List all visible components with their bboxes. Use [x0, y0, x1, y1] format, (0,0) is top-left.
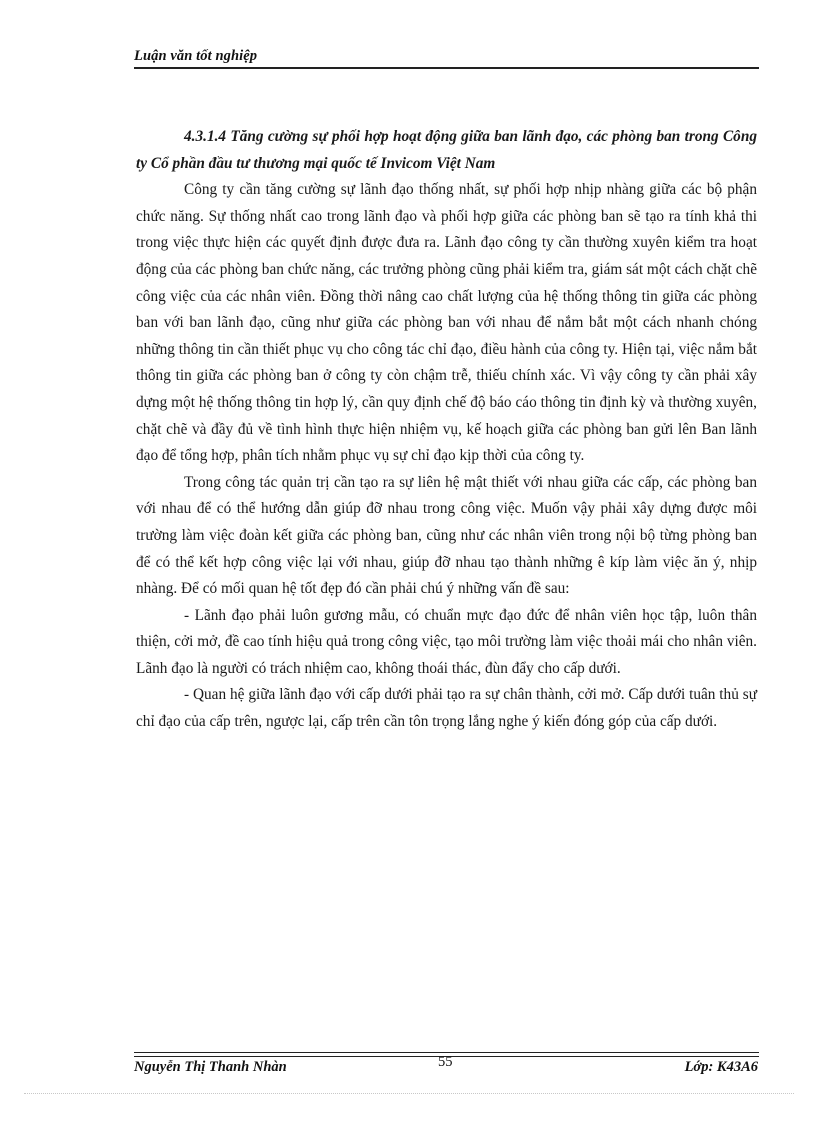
footer-author: Nguyễn Thị Thanh Nhàn	[134, 1059, 287, 1075]
running-header-title: Luận văn tốt nghiệp	[134, 48, 258, 64]
section-heading: 4.3.1.4 Tăng cường sự phối hợp hoạt động giữa ban lãnh đạo, các phòng ban trong Công ty Cổ phần đầu tư thương mại quốc tế Invicom Việt Nam	[136, 128, 757, 172]
page-edge-divider	[24, 1093, 794, 1094]
body-content	[136, 124, 757, 736]
paragraph-bullet-leadership: - Lãnh đạo phải luôn gương mẫu, có chuẩn mực đạo đức để nhân viên học tập, luôn thân thiện, cởi mở, đề cao tính hiệu quả trong công việc, tạo môi trường làm việc thoải mái cho nhân viên. Lãnh đạo là người có trách nhiệm cao, không thoái thác, đùn đẩy cho cấp dưới.	[136, 606, 757, 677]
header-rule	[134, 67, 759, 69]
paragraph-management-relations: Trong công tác quản trị cần tạo ra sự liên hệ mật thiết với nhau giữa các cấp, các phòng ban với nhau để có thể hướng dẫn giúp đỡ nhau trong công việc. Muốn vậy phải xây dựng được môi trường làm việc đoàn kết giữa các phòng ban, cũng như các nhân viên trong nội bộ từng phòng ban để có thể kết hợp công việc lại với nhau, giúp đỡ nhau tạo thành những ê kíp làm việc ăn ý, nhịp nhàng. Để có mối quan hệ tốt đẹp đó cần phải chú ý những vấn đề sau:	[136, 473, 757, 598]
paragraph-coordination: Công ty cần tăng cường sự lãnh đạo thống nhất, sự phối hợp nhịp nhàng giữa các bộ phận chức năng. Sự thống nhất cao trong lãnh đạo và phối hợp giữa các phòng ban sẽ tạo ra tính khả thi trong việc thực hiện các quyết định được đưa ra. Lãnh đạo công ty cần thường xuyên kiểm tra hoạt động của các phòng ban chức năng, các trưởng phòng cũng phải kiểm tra, giám sát một cách chặt chẽ công việc của các nhân viên. Đồng thời nâng cao chất lượng của hệ thống thông tin giữa các phòng ban với ban lãnh đạo, cũng như giữa các phòng ban với nhau để nắm bắt một cách nhanh chóng những thông tin cần thiết phục vụ cho công tác chỉ đạo, điều hành của công ty. Hiện tại, việc nắm bắt thông tin giữa các phòng ban ở công ty còn chậm trễ, thiếu chính xác. Vì vậy công ty cần phải xây dựng một hệ thống thông tin hợp lý, cần quy định chế độ báo cáo thông tin định kỳ và thường xuyên, chặt chẽ và đầy đủ về tình hình thực hiện nhiệm vụ, kế hoạch giữa các phòng ban gửi lên Ban lãnh đạo để tổng hợp, phân tích nhằm phục vụ sự chỉ đạo kịp thời của công ty.	[136, 181, 757, 465]
footer-class-label: Lớp: K43A6	[684, 1059, 758, 1075]
paragraph-bullet-relationship: - Quan hệ giữa lãnh đạo với cấp dưới phải tạo ra sự chân thành, cởi mở. Cấp dưới tuân thủ sự chỉ đạo của cấp trên, ngược lại, cấp trên cần tôn trọng lắng nghe ý kiến đóng góp của cấp dưới.	[136, 686, 757, 731]
page-number: 55	[438, 1054, 453, 1070]
